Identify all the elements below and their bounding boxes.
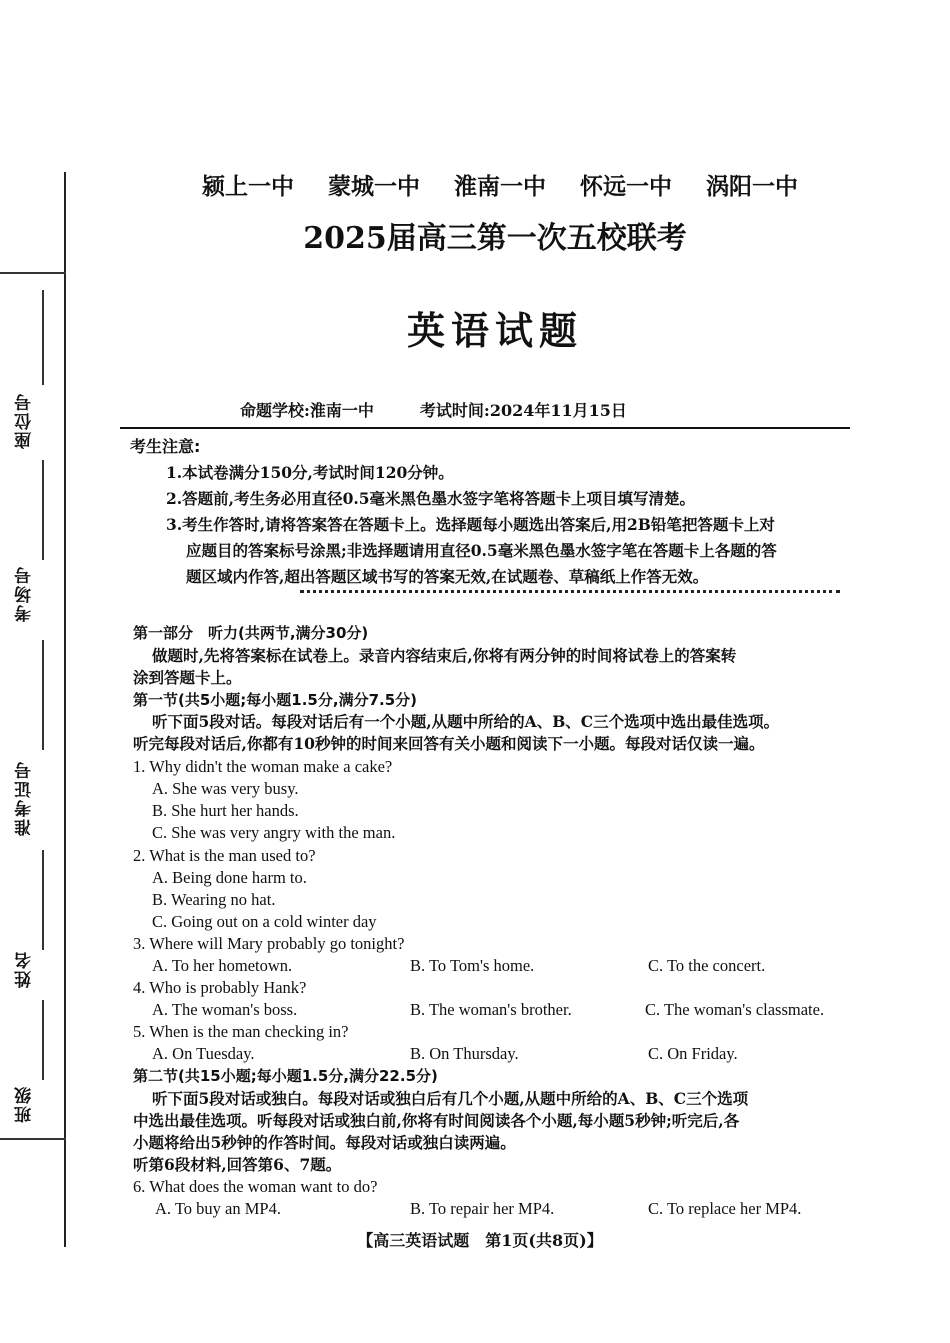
school-name: 涡阳一中 (706, 174, 798, 200)
option: A. The woman's boss. (152, 1000, 298, 1019)
notice-heading: 考生注意: (130, 437, 201, 456)
question-stem: 5. When is the man checking in? (133, 1022, 349, 1041)
header-divider (120, 427, 850, 429)
notice-item: 应题目的答案标号涂黑;非选择题请用直径0.5毫米黑色墨水签字笔在答题卡上各题的答 (186, 541, 777, 560)
part1-heading: 第一部分 听力(共两节,满分30分) (133, 624, 369, 642)
option: B. The woman's brother. (410, 1000, 572, 1019)
binding-vertical-rule (64, 172, 66, 1247)
section2-intro: 中选出最佳选项。听每段对话或独白前,你将有时间阅读各个小题,每小题5秒钟;听完后,各 (133, 1111, 740, 1130)
option: B. To Tom's home. (410, 956, 535, 975)
exam-room-label: 考场号 (15, 565, 35, 622)
exam-room-blank (42, 460, 44, 560)
notice-item: 1.本试卷满分150分,考试时间120分钟。 (166, 463, 454, 482)
section2-subheading: 听第6段材料,回答第6、7题。 (133, 1155, 342, 1174)
notice-dotted-rule (300, 590, 840, 593)
exam-time: 考试时间:2024年11月15日 (419, 401, 627, 420)
class-blank (42, 1000, 44, 1080)
section1-heading: 第一节(共5小题;每小题1.5分,满分7.5分) (133, 691, 417, 709)
part1-intro: 做题时,先将答案标在试卷上。录音内容结束后,你将有两分钟的时间将试卷上的答案转 (152, 646, 737, 665)
option: C. On Friday. (648, 1044, 738, 1063)
option: A. She was very busy. (152, 779, 299, 798)
question-stem: 3. Where will Mary probably go tonight? (133, 934, 405, 953)
notice-item: 3.考生作答时,请将答案答在答题卡上。选择题每小题选出答案后,用2B铅笔把答题卡上对 (166, 515, 775, 534)
option: B. Wearing no hat. (152, 890, 276, 909)
option: C. The woman's classmate. (645, 1000, 825, 1019)
binding-rule-top (0, 272, 66, 274)
option: A. Being done harm to. (152, 868, 307, 887)
option: C. To the concert. (648, 956, 766, 975)
school-name: 蒙城一中 (328, 174, 420, 200)
binding-rule-bottom (0, 1138, 66, 1140)
subject-title: 英语试题 (406, 308, 583, 353)
option: C. She was very angry with the man. (152, 823, 396, 842)
seat-number-blank (42, 290, 44, 385)
seat-number-label: 座位号 (15, 392, 35, 449)
school-list (120, 168, 880, 201)
option: B. To repair her MP4. (410, 1199, 555, 1218)
class-label: 班级 (15, 1085, 35, 1123)
option: C. Going out on a cold winter day (152, 912, 377, 931)
section1-intro: 听完每段对话后,你都有10秒钟的时间来回答有关小题和阅读下一小题。每段对话仅读一遍。 (133, 734, 765, 753)
section2-heading: 第二节(共15小题;每小题1.5分,满分22.5分) (133, 1067, 438, 1085)
question-stem: 1. Why didn't the woman make a cake? (133, 757, 393, 776)
name-blank (42, 850, 44, 950)
option: A. On Tuesday. (152, 1044, 255, 1063)
option: A. To buy an MP4. (155, 1199, 281, 1218)
option: A. To her hometown. (152, 956, 293, 975)
school-name: 淮南一中 (454, 174, 546, 200)
school-name: 颍上一中 (202, 174, 294, 200)
part1-intro: 涂到答题卡上。 (133, 668, 242, 687)
section2-intro: 小题将给出5秒钟的作答时间。每段对话或独白读两遍。 (133, 1133, 516, 1152)
exam-title: 2025届高三第一次五校联考 (303, 221, 687, 256)
section1-intro: 听下面5段对话。每段对话后有一个小题,从题中所给的A、B、C三个选项中选出最佳选项。 (152, 712, 780, 731)
question-stem: 2. What is the man used to? (133, 846, 316, 865)
admission-number-label: 准考证号 (15, 760, 35, 836)
option: B. She hurt her hands. (152, 801, 299, 820)
school-name: 怀远一中 (580, 174, 672, 200)
setter-school: 命题学校:淮南一中 (240, 401, 374, 420)
question-stem: 4. Who is probably Hank? (133, 978, 307, 997)
page-footer: 【高三英语试题 第1页(共8页)】 (357, 1231, 603, 1250)
admission-number-blank (42, 640, 44, 750)
notice-item: 题区域内作答,超出答题区域书写的答案无效,在试题卷、草稿纸上作答无效。 (186, 567, 709, 586)
option: B. On Thursday. (410, 1044, 519, 1063)
question-stem: 6. What does the woman want to do? (133, 1177, 378, 1196)
notice-item: 2.答题前,考生务必用直径0.5毫米黑色墨水签字笔将答题卡上项目填写清楚。 (166, 489, 696, 508)
section2-intro: 听下面5段对话或独白。每段对话或独白后有几个小题,从题中所给的A、B、C三个选项 (152, 1089, 749, 1108)
option: C. To replace her MP4. (648, 1199, 802, 1218)
exam-meta (240, 398, 760, 421)
name-label: 姓名 (15, 950, 35, 988)
